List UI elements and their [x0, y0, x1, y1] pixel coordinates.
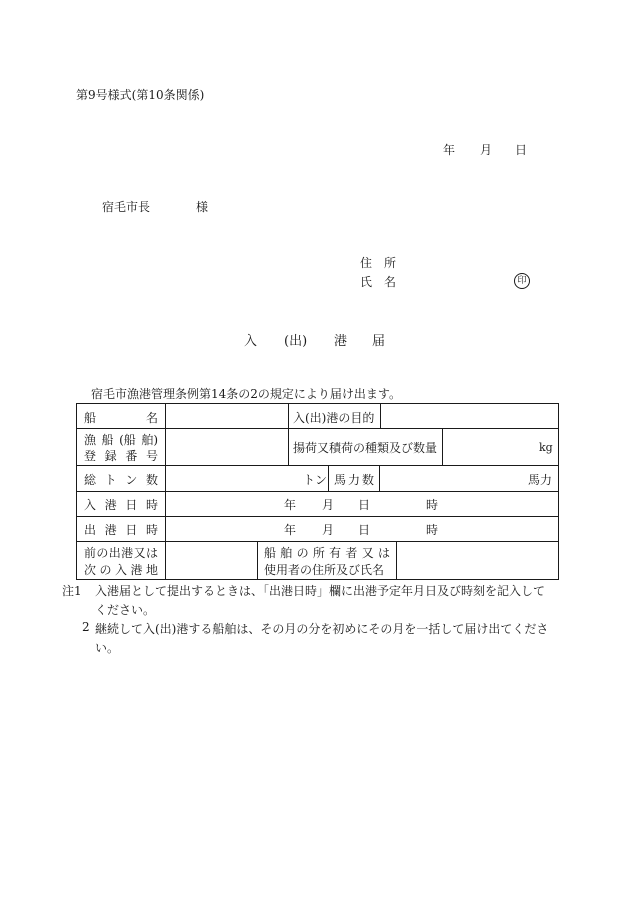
ship-name-field[interactable]	[166, 404, 287, 428]
entry-day-unit: 日	[358, 498, 371, 512]
date-day: 日	[515, 143, 528, 157]
entry-datetime-label: 入 港 日 時	[84, 498, 158, 512]
note2-line1: 継続して入(出)港する船舶は、その月の分を初めにその月を一括して届け出てくださ	[95, 622, 549, 636]
registration-label-line2: 登 録 番 号	[84, 449, 158, 463]
registration-label-line1: 漁 船 (船 舶)	[84, 433, 158, 447]
intro-text: 宿毛市漁港管理条例第14条の2の規定により届け出ます。	[91, 387, 401, 401]
departure-year-unit: 年	[284, 523, 297, 537]
seal-mark: 印	[514, 273, 530, 289]
tonnage-unit: トン	[303, 473, 328, 487]
title-char-3: 港	[334, 334, 348, 349]
owner-field[interactable]	[397, 542, 557, 579]
owner-label-line2: 使用者の住所及び氏名	[264, 563, 385, 577]
entry-hour-unit: 時	[426, 498, 439, 512]
title-char-4: 届	[372, 334, 386, 349]
owner-label-line1: 船 舶 の 所 有 者 又 は	[264, 546, 390, 560]
ship-name-label: 船 名	[84, 411, 158, 425]
note1-line1: 入港届として提出するときは、「出港日時」欄に出港予定年月日及び時刻を記入して	[95, 584, 546, 598]
address-label: 住 所	[360, 256, 396, 270]
registration-number-field[interactable]	[166, 429, 287, 465]
purpose-label: 入(出)港の目的	[293, 411, 375, 425]
addressee-honorific: 様	[196, 200, 209, 214]
departure-hour-unit: 時	[426, 523, 439, 537]
cargo-unit: kg	[539, 441, 553, 454]
addressee-name: 宿毛市長	[102, 200, 151, 214]
entry-year-unit: 年	[284, 498, 297, 512]
form-number: 第9号様式(第10条関係)	[76, 88, 205, 102]
port-label-line1: 前 の 出 港 又 は	[84, 546, 158, 560]
name-label: 氏 名	[360, 275, 396, 289]
port-field[interactable]	[166, 542, 256, 579]
registration-table	[76, 403, 559, 580]
tonnage-label: 総 ト ン 数	[84, 473, 158, 487]
note1-line2: ください。	[95, 603, 156, 617]
title-char-1: 入	[244, 334, 258, 349]
purpose-field[interactable]	[381, 404, 557, 428]
horsepower-label: 馬 力 数	[334, 473, 374, 487]
note1-prefix: 注1	[62, 584, 82, 598]
title-char-2: (出)	[284, 334, 308, 349]
date-year: 年	[443, 143, 456, 157]
horsepower-unit: 馬力	[528, 473, 553, 487]
note2-line2: い。	[95, 641, 120, 655]
entry-month-unit: 月	[322, 498, 335, 512]
departure-day-unit: 日	[358, 523, 371, 537]
date-month: 月	[480, 143, 493, 157]
cargo-label: 揚荷又積荷の種類及び数量	[293, 441, 438, 455]
port-label-line2: 次 の 入 港 地	[84, 563, 158, 577]
note2-prefix: 2	[82, 620, 90, 634]
departure-datetime-label: 出 港 日 時	[84, 523, 158, 537]
departure-month-unit: 月	[322, 523, 335, 537]
